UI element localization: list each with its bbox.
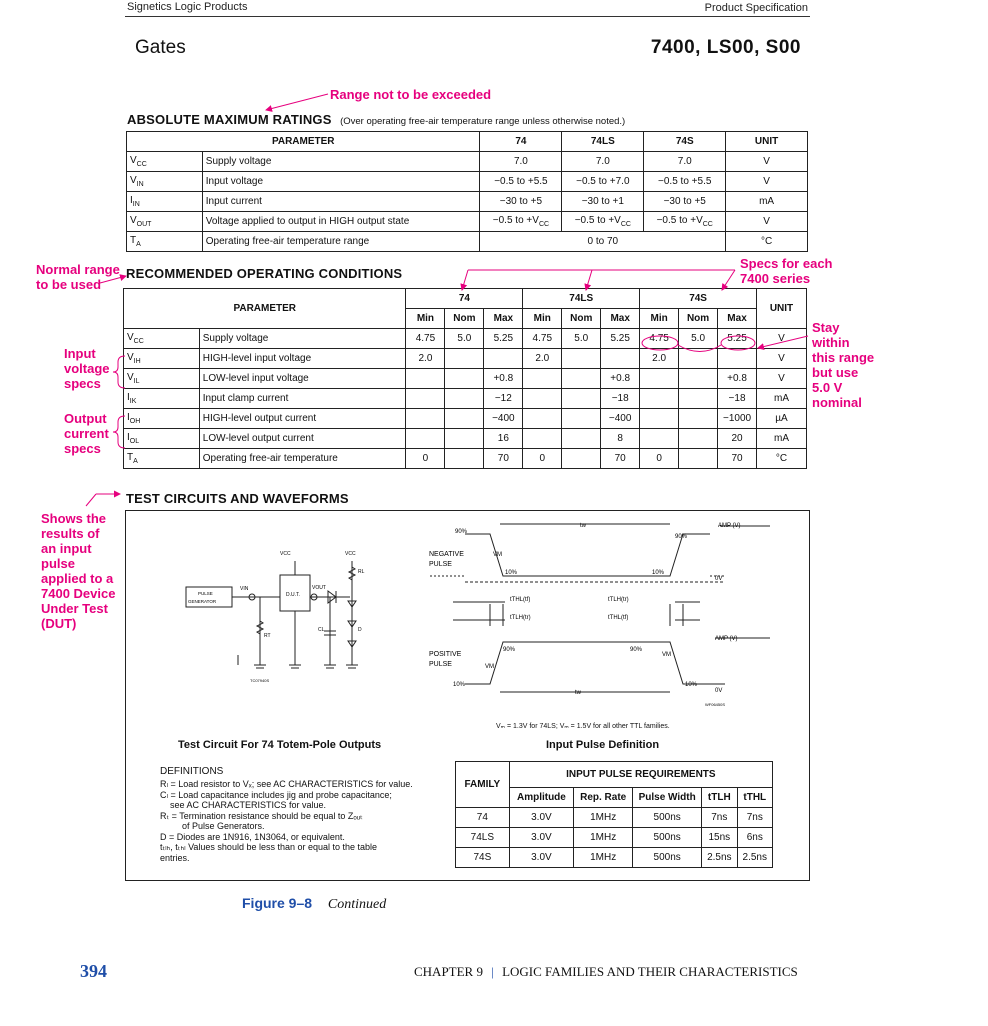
unit-cell: V — [726, 152, 808, 172]
figure-caption — [242, 895, 386, 913]
label-vcc2: VCC — [345, 551, 356, 557]
value-cell: −0.5 to +5.5 — [480, 172, 562, 192]
test-title: TEST CIRCUITS AND WAVEFORMS — [126, 491, 349, 506]
col-header: tTLH — [702, 788, 737, 808]
annotation-line: within — [812, 335, 850, 350]
unit-cell: mA — [757, 389, 807, 409]
annotation-line: Specs for each — [740, 256, 833, 271]
col-header: 74S — [640, 289, 757, 309]
value-cell: 3.0V — [509, 828, 573, 848]
col-header: Min — [523, 309, 562, 329]
wave-pulse2: PULSE — [429, 661, 452, 668]
value-cell: −0.5 to $+V_{CC}$ — [644, 212, 726, 232]
value-cell: −18 — [718, 389, 757, 409]
value-cell: 70 — [601, 449, 640, 469]
value-cell: −1000 — [718, 409, 757, 429]
definition-line: entries. — [160, 852, 190, 863]
wave-10d: 10% — [685, 682, 698, 688]
annotation-line: (DUT) — [41, 616, 77, 631]
symbol-cell: $I_{IK}$ — [124, 389, 200, 409]
value-cell: 2.5ns — [702, 848, 737, 868]
label-vcc1: VCC — [280, 551, 291, 557]
value-cell: 2.0 — [523, 349, 562, 369]
value-cell: 5.25 — [484, 329, 523, 349]
col-header: Amplitude — [509, 788, 573, 808]
circuit-code: TC07940S — [250, 678, 270, 683]
value-cell: 7ns — [702, 808, 737, 828]
value-cell: −0.5 to +5.5 — [644, 172, 726, 192]
test-circuit-diagram — [180, 545, 390, 685]
pulse-caption: Input Pulse Definition — [546, 739, 660, 751]
value-cell: −400 — [484, 409, 523, 429]
value-cell: 1MHz — [574, 828, 633, 848]
col-header: 74 — [480, 132, 562, 152]
wave-tlh-tr2: tTLH(tr) — [510, 615, 531, 621]
col-header: 74S — [644, 132, 726, 152]
value-cell: 74 — [456, 808, 510, 828]
unit-cell: mA — [726, 192, 808, 212]
wave-90c: 90% — [503, 647, 516, 653]
wave-vm: VM — [493, 552, 502, 558]
arrow-74 — [462, 270, 468, 290]
value-cell: 7.0 — [644, 152, 726, 172]
value-cell: −30 to +5 — [480, 192, 562, 212]
chapter-footer — [414, 964, 798, 980]
col-header: UNIT — [726, 132, 808, 152]
value-cell: 70 — [718, 449, 757, 469]
definition-line: Rₗ = Load resistor to Vₓ; see AC CHARACTERISTICS for value. — [160, 779, 413, 789]
value-cell: −400 — [601, 409, 640, 429]
annotation-line: to be used — [36, 277, 102, 292]
arrow-normal-range — [100, 276, 126, 283]
value-cell: 5.0 — [679, 329, 718, 349]
value-cell: 8 — [601, 429, 640, 449]
arrow-74s — [722, 270, 735, 290]
col-header: PARAMETER — [127, 132, 480, 152]
symbol-cell: $V_{IN}$ — [127, 172, 203, 192]
symbol-cell: $V_{OUT}$ — [127, 212, 203, 232]
value-cell: −0.5 to +7.0 — [562, 172, 644, 192]
chapter-separator: | — [491, 964, 494, 979]
symbol-cell: $I_{OL}$ — [124, 429, 200, 449]
unit-cell: °C — [726, 232, 808, 252]
label-cl: CL — [318, 627, 325, 633]
desc-cell: Supply voltage — [202, 152, 480, 172]
value-cell: 0 to 70 — [480, 232, 726, 252]
label-vin: VIN — [240, 586, 249, 592]
desc-cell: HIGH-level output current — [199, 409, 406, 429]
desc-cell: LOW-level output current — [199, 429, 406, 449]
col-header: Nom — [445, 309, 484, 329]
value-cell: 5.25 — [718, 329, 757, 349]
annotation-line: Input — [64, 346, 96, 361]
title-right: 7400, LS00, S00 — [650, 37, 801, 58]
wave-10b: 10% — [652, 570, 665, 576]
desc-cell: Input clamp current — [199, 389, 406, 409]
value-cell: 0 — [640, 449, 679, 469]
symbol-cell: $V_{CC}$ — [124, 329, 200, 349]
table-row — [456, 808, 773, 828]
rec-op-title: RECOMMENDED OPERATING CONDITIONS — [126, 266, 403, 281]
wave-negative: NEGATIVE — [429, 551, 464, 558]
value-cell: 4.75 — [640, 329, 679, 349]
col-header: Min — [640, 309, 679, 329]
value-cell: 0 — [406, 449, 445, 469]
annotation-shows-results — [41, 511, 115, 631]
header-left: Signetics Logic Products — [127, 1, 248, 13]
pulse-generator-box — [186, 587, 232, 607]
symbol-cell: $V_{CC}$ — [127, 152, 203, 172]
col-header: Min — [406, 309, 445, 329]
value-cell: 500ns — [633, 828, 702, 848]
wave-tw: tw — [580, 523, 586, 529]
desc-cell: LOW-level input voltage — [199, 369, 406, 389]
value-cell: 500ns — [633, 848, 702, 868]
unit-cell: V — [726, 172, 808, 192]
wave-tw2: tw — [575, 690, 581, 696]
annotation-line: pulse — [41, 556, 75, 571]
pulse-req-table — [455, 761, 773, 868]
annotation-line: Normal range — [36, 262, 120, 277]
unit-cell: °C — [757, 449, 807, 469]
arrow-stay — [758, 336, 808, 348]
desc-cell: Supply voltage — [199, 329, 406, 349]
definition-line: see AC CHARACTERISTICS for value. — [170, 800, 327, 810]
label-rl: RL — [358, 569, 365, 575]
brace-output — [113, 416, 125, 448]
value-cell: +0.8 — [718, 369, 757, 389]
wave-amp2: AMP (V) — [715, 636, 738, 642]
value-cell: −0.5 to $+V_{CC}$ — [480, 212, 562, 232]
col-header: 74LS — [523, 289, 640, 309]
wave-10a: 10% — [505, 570, 518, 576]
col-header: Max — [718, 309, 757, 329]
definition-line: Cₗ = Load capacitance includes jig and probe capacitance; — [160, 789, 392, 800]
value-cell: 5.0 — [445, 329, 484, 349]
value-cell: 7.0 — [562, 152, 644, 172]
annotation-line: this range — [812, 350, 875, 365]
desc-cell: Operating free-air temperature — [199, 449, 406, 469]
symbol-cell: $V_{IL}$ — [124, 369, 200, 389]
col-header: UNIT — [757, 289, 807, 329]
annotation-line: but use — [812, 365, 859, 380]
unit-cell: µA — [757, 409, 807, 429]
value-cell: 2.0 — [406, 349, 445, 369]
symbol-cell: $V_{IH}$ — [124, 349, 200, 369]
title-left: Gates — [135, 37, 186, 58]
value-cell: 16 — [484, 429, 523, 449]
value-cell: 70 — [484, 449, 523, 469]
wave-thl-tf2: tTHL(tf) — [608, 615, 629, 621]
value-cell: 6ns — [737, 828, 772, 848]
value-cell: 5.25 — [601, 329, 640, 349]
unit-cell: V — [757, 349, 807, 369]
desc-cell: Voltage applied to output in HIGH output state — [202, 212, 480, 232]
annotation-range-not-exceeded: Range not to be exceeded — [330, 87, 492, 102]
wave-90b: 90% — [675, 534, 688, 540]
value-cell: 4.75 — [406, 329, 445, 349]
circuit-caption: Test Circuit For 74 Totem-Pole Outputs — [178, 739, 382, 751]
circle-max — [721, 336, 755, 350]
annotation-line: 7400 series — [740, 271, 811, 286]
col-header: PARAMETER — [124, 289, 406, 329]
figure-label: Figure 9–8 — [242, 895, 313, 911]
annotation-line: voltage — [64, 361, 110, 376]
symbol-cell: $T_A$ — [124, 449, 200, 469]
definition-line: tₜₗₕ, tₜₕₗ Values should be less than or equal to the table — [160, 842, 378, 852]
col-header: Rep. Rate — [574, 788, 633, 808]
annotation-line: specs — [64, 376, 101, 391]
wave-code: WF06450S — [705, 702, 726, 707]
label-dut: D.U.T. — [286, 592, 300, 598]
annotation-line: an input — [41, 541, 92, 556]
desc-cell: HIGH-level input voltage — [199, 349, 406, 369]
wave-positive: POSITIVE — [429, 651, 462, 658]
label-rt: RT — [264, 633, 271, 639]
annotation-line: Shows the — [41, 511, 107, 526]
value-cell: 500ns — [633, 808, 702, 828]
symbol-cell: $I_{OH}$ — [124, 409, 200, 429]
chapter-label: CHAPTER 9 — [414, 964, 483, 979]
desc-cell: Operating free-air temperature range — [202, 232, 480, 252]
col-header: Nom — [562, 309, 601, 329]
value-cell: 0 — [523, 449, 562, 469]
annotation-line: Under Test — [41, 601, 108, 616]
wave-90a: 90% — [455, 529, 468, 535]
col-header: 74 — [406, 289, 523, 309]
definition-line: D = Diodes are 1N916, 1N3064, or equivalent. — [160, 831, 345, 842]
wave-10c: 10% — [453, 682, 466, 688]
value-cell: 7ns — [737, 808, 772, 828]
col-header: FAMILY — [456, 762, 510, 808]
label-d: D — [358, 627, 362, 633]
wave-pulse: PULSE — [429, 561, 452, 568]
value-cell: 15ns — [702, 828, 737, 848]
value-cell: 2.5ns — [737, 848, 772, 868]
arrow-range — [266, 94, 328, 110]
unit-cell: mA — [757, 429, 807, 449]
chapter-title: LOGIC FAMILIES AND THEIR CHARACTERISTICS — [502, 964, 798, 979]
unit-cell: V — [757, 369, 807, 389]
value-cell: −30 to +1 — [562, 192, 644, 212]
arrow-74ls — [586, 270, 592, 290]
label-pulse: PULSE — [198, 591, 213, 596]
wave-amp: AMP (V) — [718, 523, 741, 529]
table-header-row — [456, 762, 773, 788]
col-header: Max — [484, 309, 523, 329]
definitions-list — [160, 779, 460, 863]
abs-max-title: ABSOLUTE MAXIMUM RATINGS — [127, 112, 332, 127]
value-cell: +0.8 — [601, 369, 640, 389]
annotation-line: nominal — [812, 395, 862, 410]
annotation-line: Output — [64, 411, 107, 426]
annotation-line: results of — [41, 526, 100, 541]
value-cell: 1MHz — [574, 848, 633, 868]
page-number: 394 — [80, 961, 107, 981]
brace-input — [113, 356, 125, 388]
value-cell: 3.0V — [509, 808, 573, 828]
value-cell: 74S — [456, 848, 510, 868]
annotation-line: specs — [64, 441, 101, 456]
value-cell: 5.0 — [562, 329, 601, 349]
wave-tlh-tr: tTLH(tr) — [608, 597, 629, 603]
vm-note: Vₘ = 1.3V for 74LS; Vₘ = 1.5V for all other TTL families. — [496, 723, 670, 730]
value-cell: 20 — [718, 429, 757, 449]
value-cell: 4.75 — [523, 329, 562, 349]
value-cell: 1MHz — [574, 808, 633, 828]
definition-line: Rₜ = Termination resistance should be equal to Zₒᵤₜ — [160, 810, 363, 821]
value-cell: −18 — [601, 389, 640, 409]
col-header: Max — [601, 309, 640, 329]
value-cell: +0.8 — [484, 369, 523, 389]
circle-min — [642, 336, 678, 350]
symbol-cell: $I_{IN}$ — [127, 192, 203, 212]
wave-90d: 90% — [630, 647, 643, 653]
desc-cell: Input voltage — [202, 172, 480, 192]
desc-cell: Input current — [202, 192, 480, 212]
unit-cell: V — [726, 212, 808, 232]
definitions-title: DEFINITIONS — [160, 766, 224, 777]
arrow-test-a — [86, 494, 96, 506]
annotation-line: 7400 Device — [41, 586, 116, 601]
figure-note: Continued — [327, 897, 387, 912]
value-cell: −30 to +5 — [644, 192, 726, 212]
col-header: tTHL — [737, 788, 772, 808]
unit-cell: V — [757, 329, 807, 349]
abs-max-subtitle: (Over operating free-air temperature range unless otherwise noted.) — [340, 116, 626, 127]
annotation-line: current — [64, 426, 109, 441]
wave-0v: 0V — [715, 576, 723, 582]
value-cell: −0.5 to $+V_{CC}$ — [562, 212, 644, 232]
label-vout: VOUT — [312, 585, 326, 591]
header-right: Product Specification — [704, 2, 808, 14]
table-row — [456, 828, 773, 848]
col-header: Nom — [679, 309, 718, 329]
annotation-line: 5.0 V — [812, 380, 843, 395]
value-cell: 2.0 — [640, 349, 679, 369]
annotation-line: Stay — [812, 320, 840, 335]
value-cell: 7.0 — [480, 152, 562, 172]
table-row — [456, 848, 773, 868]
col-header: 74LS — [562, 132, 644, 152]
col-header: INPUT PULSE REQUIREMENTS — [509, 762, 772, 788]
pulse-waveform-diagram — [425, 516, 770, 712]
wave-vm2: VM — [662, 652, 671, 658]
value-cell: 3.0V — [509, 848, 573, 868]
definition-line: of Pulse Generators. — [182, 821, 265, 831]
symbol-cell: $T_A$ — [127, 232, 203, 252]
annotation-line: applied to a — [41, 571, 114, 586]
curve-join — [678, 345, 721, 352]
value-cell: −12 — [484, 389, 523, 409]
value-cell: 74LS — [456, 828, 510, 848]
wave-thl-tf: tTHL(tf) — [510, 597, 531, 603]
label-generator: GENERATOR — [188, 599, 217, 604]
wave-0v2: 0V — [715, 688, 723, 694]
wave-vm3: VM — [485, 664, 494, 670]
pulse-req-body — [456, 808, 773, 868]
col-header: Pulse Width — [633, 788, 702, 808]
